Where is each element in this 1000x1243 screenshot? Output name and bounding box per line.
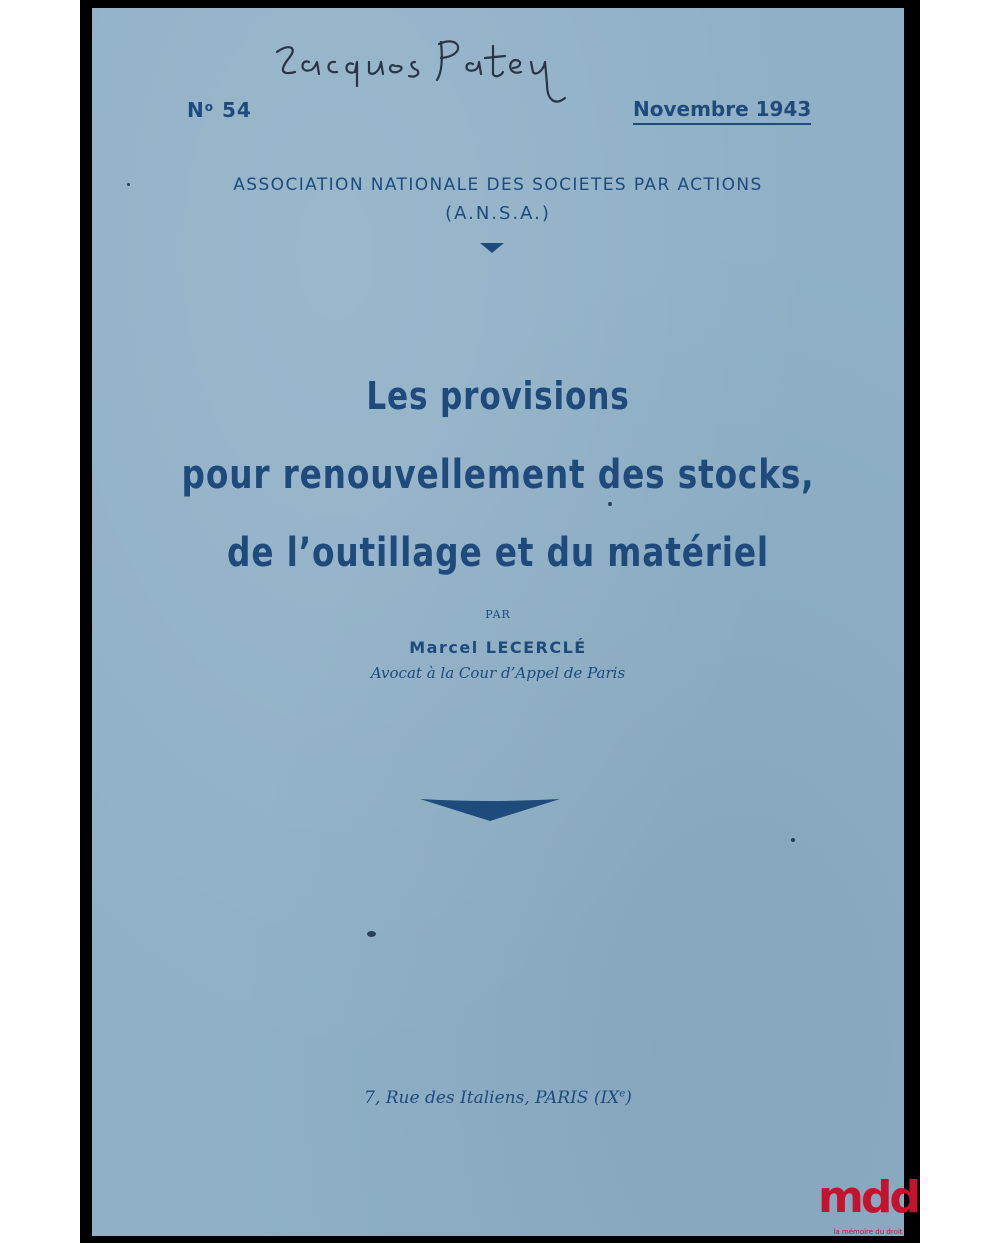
address-close: ) [625, 1088, 632, 1108]
issue-date: Novembre 1943 [633, 97, 811, 125]
paper-speck [367, 931, 376, 937]
paper-speck [127, 183, 130, 186]
issue-number-sup: o [204, 100, 214, 114]
byline-par: PAR [485, 608, 511, 621]
author-name: Marcel LECERCLÉ [409, 638, 587, 657]
handwritten-signature [265, 22, 585, 112]
address-sup: e [619, 1088, 626, 1100]
watermark-tagline: la mémoire du droit [833, 1228, 903, 1236]
title-line-2: pour renouvellement des stocks, [181, 452, 815, 498]
large-chevron-ornament [420, 797, 560, 821]
title-line-3: de l’outillage et du matériel [227, 530, 769, 576]
paper-speck [791, 838, 795, 842]
association-abbreviation: (A.N.S.A.) [445, 203, 551, 224]
association-name: ASSOCIATION NATIONALE DES SOCIETES PAR ACTIONS [233, 175, 763, 195]
issue-number-prefix: N [187, 98, 205, 122]
publisher-address [92, 1088, 904, 1108]
small-triangle-ornament [480, 243, 504, 253]
address-text: 7, Rue des Italiens, PARIS (IX [364, 1088, 620, 1108]
author-role: Avocat à la Cour d’Appel de Paris [370, 664, 626, 682]
issue-number-value: 54 [221, 98, 252, 122]
issue-number [187, 98, 252, 122]
paper-speck [608, 502, 612, 506]
watermark-logo: mdd [818, 1172, 918, 1223]
title-line-1: Les provisions [366, 374, 630, 418]
